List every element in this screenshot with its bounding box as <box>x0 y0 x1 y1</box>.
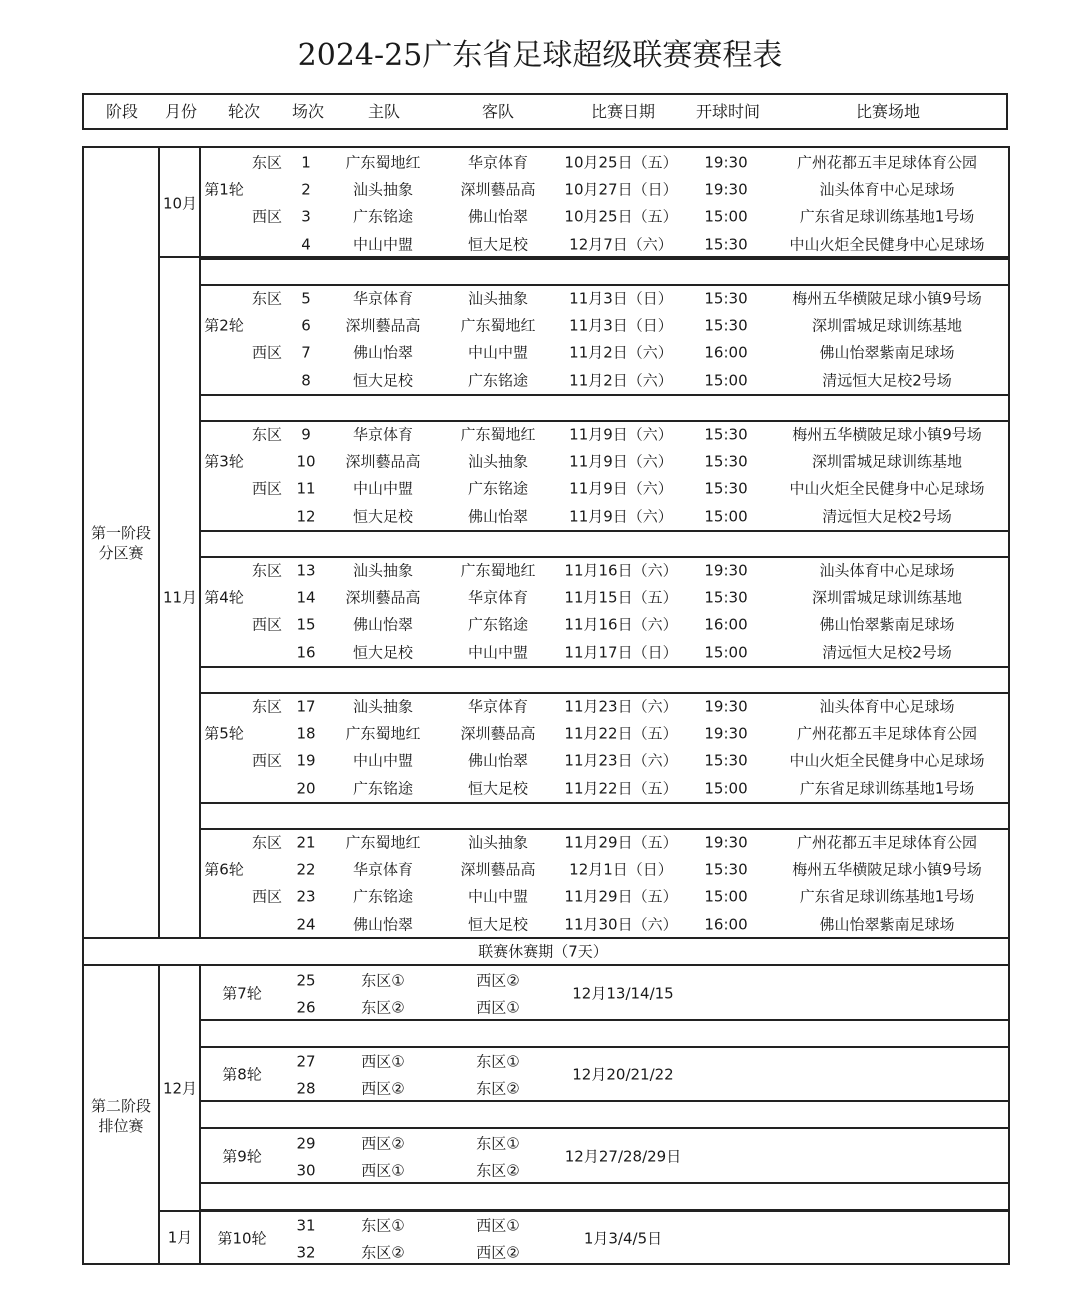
zone-west-round4: 西区 <box>251 615 283 634</box>
match-22-time: 15:30 <box>704 860 748 879</box>
match-25-away: 西区② <box>476 971 520 990</box>
match-20-time: 15:00 <box>704 779 748 798</box>
separator-top-1 <box>199 258 1010 260</box>
zone-west-round6: 西区 <box>251 887 283 906</box>
match-14-away: 华京体育 <box>467 588 529 607</box>
match-6-date: 11月3日（日） <box>569 316 673 335</box>
zone-west-round2: 西区 <box>251 343 283 362</box>
match-18-home: 广东蜀地红 <box>345 724 421 743</box>
separator2-top-7 <box>199 1019 1010 1021</box>
match-5-date: 11月3日（日） <box>569 289 673 308</box>
match-5-away: 汕头抽象 <box>467 289 529 308</box>
match-24-home: 佛山怡翠 <box>352 915 414 934</box>
match-1-away: 华京体育 <box>467 153 529 172</box>
match-14-time: 15:30 <box>704 588 748 607</box>
match-24-away: 恒大足校 <box>467 915 529 934</box>
col-header-round: 轮次 <box>227 102 261 121</box>
match-23-date: 11月29日（五） <box>564 887 678 906</box>
page-title: 2024-25广东省足球超级联赛赛程表 <box>297 38 783 73</box>
stage2-line1: 第二阶段 <box>90 1097 151 1115</box>
match-30-home: 西区① <box>361 1161 405 1180</box>
match-7-time: 16:00 <box>704 343 748 362</box>
match-27-away: 东区① <box>476 1052 520 1071</box>
match-8-away: 广东铭途 <box>467 371 529 390</box>
separator-top-3 <box>199 530 1010 532</box>
match-23-venue: 广东省足球训练基地1号场 <box>799 887 975 906</box>
match-30-no: 30 <box>296 1161 316 1180</box>
round-date-7: 12月13/14/15 <box>572 984 674 1003</box>
match-5-no: 5 <box>301 289 311 308</box>
match-29-no: 29 <box>296 1134 316 1153</box>
round-date-9: 12月27/28/29日 <box>564 1147 682 1166</box>
zone-east-round5: 东区 <box>251 697 283 716</box>
match-25-home: 东区① <box>361 971 405 990</box>
match-8-no: 8 <box>301 371 311 390</box>
separator2-bottom-7 <box>199 1046 1010 1048</box>
col-header-kickoff: 开球时间 <box>695 102 761 121</box>
match-21-venue: 广州花都五丰足球体育公园 <box>796 833 978 852</box>
match-2-time: 19:30 <box>704 180 748 199</box>
match-27-home: 西区① <box>361 1052 405 1071</box>
separator-bottom-3 <box>199 556 1010 558</box>
match-26-no: 26 <box>296 998 316 1017</box>
match-13-venue: 汕头体育中心足球场 <box>819 561 955 580</box>
match-6-home: 深圳藝品高 <box>345 316 421 335</box>
match-4-no: 4 <box>301 235 311 254</box>
match-26-away: 西区① <box>476 998 520 1017</box>
match-13-home: 汕头抽象 <box>352 561 414 580</box>
month-jan: 1月 <box>167 1228 193 1247</box>
match-22-venue: 梅州五华横陂足球小镇9号场 <box>792 860 982 879</box>
match-32-away: 西区② <box>476 1243 520 1262</box>
col-header-match-no: 场次 <box>291 102 325 121</box>
month-oct: 10月 <box>162 194 198 213</box>
match-12-venue: 清远恒大足校2号场 <box>822 507 952 526</box>
match-10-no: 10 <box>296 452 316 471</box>
match-23-away: 中山中盟 <box>467 887 529 906</box>
match-21-away: 汕头抽象 <box>467 833 529 852</box>
match-7-away: 中山中盟 <box>467 343 529 362</box>
round-label-9: 第9轮 <box>222 1147 262 1166</box>
match-19-away: 佛山怡翠 <box>467 751 529 770</box>
match-21-no: 21 <box>296 833 316 852</box>
match-19-no: 19 <box>296 751 316 770</box>
match-9-home: 华京体育 <box>352 425 414 444</box>
stage2-label <box>76 1096 166 1136</box>
col-header-home: 主队 <box>367 102 401 121</box>
match-22-away: 深圳藝品高 <box>460 860 536 879</box>
match-28-no: 28 <box>296 1079 316 1098</box>
match-15-away: 广东铭途 <box>467 615 529 634</box>
match-18-time: 19:30 <box>704 724 748 743</box>
match-9-venue: 梅州五华横陂足球小镇9号场 <box>792 425 982 444</box>
stage2-line2: 排位赛 <box>98 1117 144 1135</box>
stage-divider-top <box>82 937 1010 939</box>
match-16-time: 15:00 <box>704 643 748 662</box>
match-1-time: 19:30 <box>704 153 748 172</box>
match-12-date: 11月9日（六） <box>569 507 673 526</box>
match-1-home: 广东蜀地红 <box>345 153 421 172</box>
stage1-line2: 分区赛 <box>98 544 144 562</box>
match-14-venue: 深圳雷城足球训练基地 <box>811 588 963 607</box>
match-3-date: 10月25日（五） <box>564 207 678 226</box>
match-20-date: 11月22日（五） <box>564 779 678 798</box>
match-2-away: 深圳藝品高 <box>460 180 536 199</box>
match-6-away: 广东蜀地红 <box>460 316 536 335</box>
match-16-home: 恒大足校 <box>352 643 414 662</box>
round-date-8: 12月20/21/22 <box>572 1065 674 1084</box>
match-17-home: 汕头抽象 <box>352 697 414 716</box>
zone-east-round4: 东区 <box>251 561 283 580</box>
month1-col-divider <box>199 146 201 938</box>
match-8-home: 恒大足校 <box>352 371 414 390</box>
match-7-no: 7 <box>301 343 311 362</box>
match-23-time: 15:00 <box>704 887 748 906</box>
match-4-away: 恒大足校 <box>467 235 529 254</box>
match-21-home: 广东蜀地红 <box>345 833 421 852</box>
match-11-date: 11月9日（六） <box>569 479 673 498</box>
match-29-home: 西区② <box>361 1134 405 1153</box>
match-24-time: 16:00 <box>704 915 748 934</box>
match-18-away: 深圳藝品高 <box>460 724 536 743</box>
match-28-away: 东区② <box>476 1079 520 1098</box>
match-17-away: 华京体育 <box>467 697 529 716</box>
match-31-away: 西区① <box>476 1216 520 1235</box>
match-13-date: 11月16日（六） <box>564 561 678 580</box>
match-3-time: 15:00 <box>704 207 748 226</box>
match-32-home: 东区② <box>361 1243 405 1262</box>
round-label-2: 第2轮 <box>204 316 244 335</box>
match-9-away: 广东蜀地红 <box>460 425 536 444</box>
match-11-venue: 中山火炬全民健身中心足球场 <box>789 479 985 498</box>
separator2-bottom-8 <box>199 1127 1010 1129</box>
match-3-home: 广东铭途 <box>352 207 414 226</box>
match-15-no: 15 <box>296 615 316 634</box>
match-19-time: 15:30 <box>704 751 748 770</box>
match-5-venue: 梅州五华横陂足球小镇9号场 <box>792 289 982 308</box>
match-16-no: 16 <box>296 643 316 662</box>
match-8-date: 11月2日（六） <box>569 371 673 390</box>
month2-col-divider <box>199 964 201 1265</box>
col-header-venue: 比赛场地 <box>855 102 921 121</box>
match-5-time: 15:30 <box>704 289 748 308</box>
match-3-no: 3 <box>301 207 311 226</box>
match-25-no: 25 <box>296 971 316 990</box>
stage1-label <box>76 523 166 563</box>
match-14-no: 14 <box>296 588 316 607</box>
match-17-venue: 汕头体育中心足球场 <box>819 697 955 716</box>
col-header-date: 比赛日期 <box>590 102 656 121</box>
separator-bottom-5 <box>199 828 1010 830</box>
zone-east-round1: 东区 <box>251 153 283 172</box>
col-header-stage: 阶段 <box>105 102 139 121</box>
match-7-home: 佛山怡翠 <box>352 343 414 362</box>
match-13-away: 广东蜀地红 <box>460 561 536 580</box>
match-28-home: 西区② <box>361 1079 405 1098</box>
round-label-3: 第3轮 <box>204 452 244 471</box>
separator-bottom-4 <box>199 692 1010 694</box>
match-10-time: 15:30 <box>704 452 748 471</box>
match-11-away: 广东铭途 <box>467 479 529 498</box>
match-6-no: 6 <box>301 316 311 335</box>
match-19-date: 11月23日（六） <box>564 751 678 770</box>
match-22-no: 22 <box>296 860 316 879</box>
match-7-venue: 佛山怡翠紫南足球场 <box>819 343 955 362</box>
match-7-date: 11月2日（六） <box>569 343 673 362</box>
match-1-no: 1 <box>301 153 311 172</box>
match-29-away: 东区① <box>476 1134 520 1153</box>
separator-bottom-1 <box>199 284 1010 286</box>
zone-west-round1: 西区 <box>251 207 283 226</box>
match-26-home: 东区② <box>361 998 405 1017</box>
separator-bottom-2 <box>199 420 1010 422</box>
match-10-away: 汕头抽象 <box>467 452 529 471</box>
match-2-no: 2 <box>301 180 311 199</box>
match-18-venue: 广州花都五丰足球体育公园 <box>796 724 978 743</box>
match-5-home: 华京体育 <box>352 289 414 308</box>
match-21-time: 19:30 <box>704 833 748 852</box>
zone-west-round5: 西区 <box>251 751 283 770</box>
match-3-away: 佛山怡翠 <box>467 207 529 226</box>
match-9-time: 15:30 <box>704 425 748 444</box>
zone-west-round3: 西区 <box>251 479 283 498</box>
match-9-no: 9 <box>301 425 311 444</box>
match-9-date: 11月9日（六） <box>569 425 673 444</box>
match-19-home: 中山中盟 <box>352 751 414 770</box>
separator-top-4 <box>199 666 1010 668</box>
match-20-home: 广东铭途 <box>352 779 414 798</box>
match-4-date: 12月7日（六） <box>569 235 673 254</box>
match-23-home: 广东铭途 <box>352 887 414 906</box>
separator-top-5 <box>199 802 1010 804</box>
match-10-home: 深圳藝品高 <box>345 452 421 471</box>
month-nov: 11月 <box>162 588 198 607</box>
match-21-date: 11月29日（五） <box>564 833 678 852</box>
match-20-no: 20 <box>296 779 316 798</box>
match-18-date: 11月22日（五） <box>564 724 678 743</box>
match-24-date: 11月30日（六） <box>564 915 678 934</box>
match-14-date: 11月15日（五） <box>564 588 678 607</box>
table-header <box>82 93 1008 130</box>
match-12-no: 12 <box>296 507 316 526</box>
match-23-no: 23 <box>296 887 316 906</box>
match-14-home: 深圳藝品高 <box>345 588 421 607</box>
match-10-date: 11月9日（六） <box>569 452 673 471</box>
round-label-6: 第6轮 <box>204 860 244 879</box>
match-1-venue: 广州花都五丰足球体育公园 <box>796 153 978 172</box>
round-label-5: 第5轮 <box>204 724 244 743</box>
break-label: 联赛休赛期（7天） <box>478 942 608 961</box>
match-1-date: 10月25日（五） <box>564 153 678 172</box>
match-4-time: 15:30 <box>704 235 748 254</box>
match-4-home: 中山中盟 <box>352 235 414 254</box>
round-label-8: 第8轮 <box>222 1065 262 1084</box>
match-2-venue: 汕头体育中心足球场 <box>819 180 955 199</box>
match-6-venue: 深圳雷城足球训练基地 <box>811 316 963 335</box>
match-22-date: 12月1日（日） <box>569 860 673 879</box>
match-2-date: 10月27日（日） <box>564 180 678 199</box>
match-15-venue: 佛山怡翠紫南足球场 <box>819 615 955 634</box>
match-20-away: 恒大足校 <box>467 779 529 798</box>
stage-divider-bottom <box>82 964 1010 966</box>
match-8-venue: 清远恒大足校2号场 <box>822 371 952 390</box>
round-label-7: 第7轮 <box>222 984 262 1003</box>
match-12-time: 15:00 <box>704 507 748 526</box>
match-17-date: 11月23日（六） <box>564 697 678 716</box>
match-10-venue: 深圳雷城足球训练基地 <box>811 452 963 471</box>
round-date-10: 1月3/4/5日 <box>583 1229 663 1248</box>
match-6-time: 15:30 <box>704 316 748 335</box>
round-label-4: 第4轮 <box>204 588 244 607</box>
col-header-away: 客队 <box>481 102 515 121</box>
match-16-away: 中山中盟 <box>467 643 529 662</box>
round-label-10: 第10轮 <box>217 1229 267 1248</box>
match-13-time: 19:30 <box>704 561 748 580</box>
match-18-no: 18 <box>296 724 316 743</box>
zone-east-round2: 东区 <box>251 289 283 308</box>
match-22-home: 华京体育 <box>352 860 414 879</box>
separator-top-2 <box>199 394 1010 396</box>
match-32-no: 32 <box>296 1243 316 1262</box>
match-15-time: 16:00 <box>704 615 748 634</box>
zone-east-round6: 东区 <box>251 833 283 852</box>
zone-east-round3: 东区 <box>251 425 283 444</box>
match-3-venue: 广东省足球训练基地1号场 <box>799 207 975 226</box>
round-label-1: 第1轮 <box>204 180 244 199</box>
match-24-venue: 佛山怡翠紫南足球场 <box>819 915 955 934</box>
match-31-no: 31 <box>296 1216 316 1235</box>
match-8-time: 15:00 <box>704 371 748 390</box>
match-11-no: 11 <box>296 479 316 498</box>
match-12-home: 恒大足校 <box>352 507 414 526</box>
match-4-venue: 中山火炬全民健身中心足球场 <box>789 235 985 254</box>
match-11-home: 中山中盟 <box>352 479 414 498</box>
match-15-home: 佛山怡翠 <box>352 615 414 634</box>
match-16-venue: 清远恒大足校2号场 <box>822 643 952 662</box>
separator2-bottom-9 <box>199 1209 1010 1211</box>
stage1-line1: 第一阶段 <box>90 524 151 542</box>
match-2-home: 汕头抽象 <box>352 180 414 199</box>
match-13-no: 13 <box>296 561 316 580</box>
match-17-time: 19:30 <box>704 697 748 716</box>
match-31-home: 东区① <box>361 1216 405 1235</box>
separator2-top-9 <box>199 1182 1010 1184</box>
match-24-no: 24 <box>296 915 316 934</box>
match-17-no: 17 <box>296 697 316 716</box>
match-11-time: 15:30 <box>704 479 748 498</box>
match-12-away: 佛山怡翠 <box>467 507 529 526</box>
match-30-away: 东区② <box>476 1161 520 1180</box>
match-19-venue: 中山火炬全民健身中心足球场 <box>789 751 985 770</box>
match-20-venue: 广东省足球训练基地1号场 <box>799 779 975 798</box>
match-16-date: 11月17日（日） <box>564 643 678 662</box>
month-dec: 12月 <box>162 1079 198 1098</box>
match-27-no: 27 <box>296 1052 316 1071</box>
col-header-month: 月份 <box>164 102 198 121</box>
separator2-top-8 <box>199 1100 1010 1102</box>
match-15-date: 11月16日（六） <box>564 615 678 634</box>
